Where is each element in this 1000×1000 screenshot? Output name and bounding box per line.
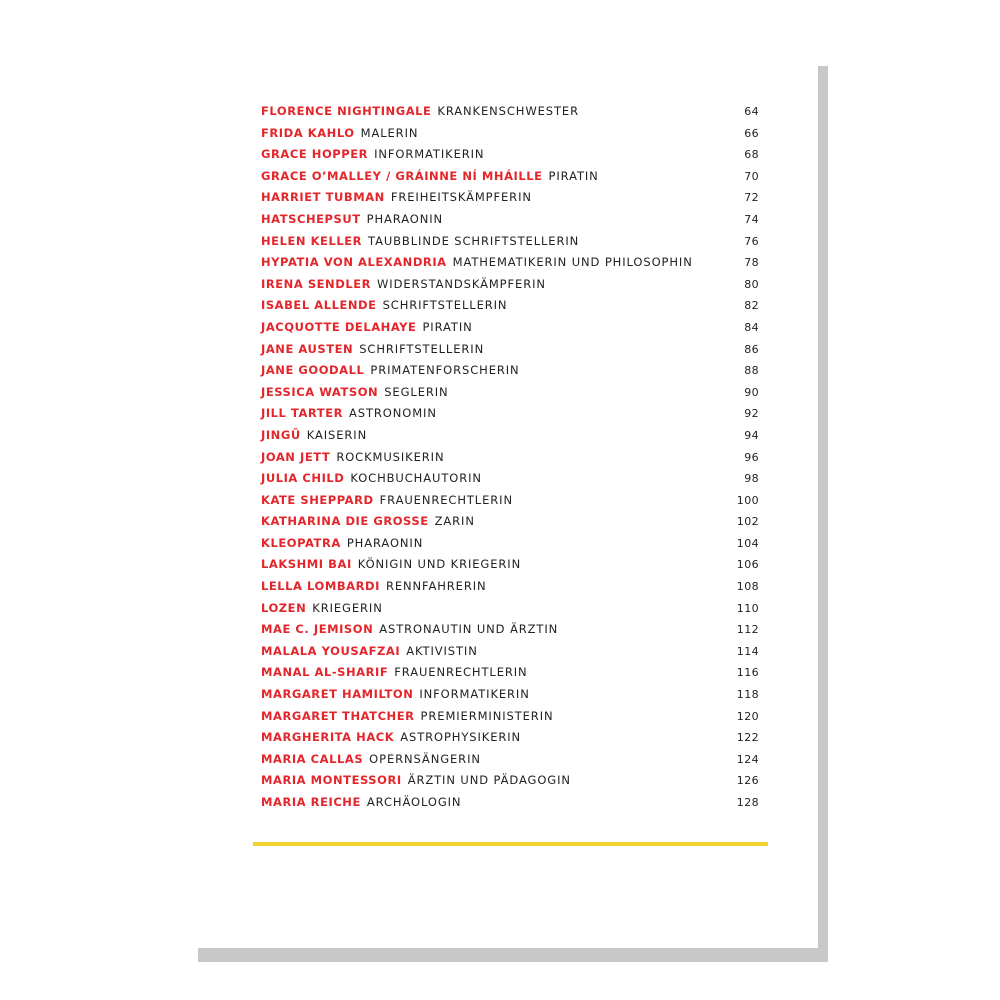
toc-entry-role: SCHRIFTSTELLERIN: [359, 341, 485, 356]
toc-entry-page-number: 116: [736, 666, 759, 680]
toc-entry: [261, 619, 759, 641]
toc-entry: [261, 231, 759, 253]
toc-entry: [261, 339, 759, 361]
toc-entry: [261, 490, 759, 512]
toc-entry-page-number: 118: [736, 688, 759, 702]
toc-entry-role: AKTIVISTIN: [406, 643, 478, 658]
toc-entry: [261, 662, 759, 684]
toc-entry-role: SCHRIFTSTELLERIN: [382, 298, 508, 313]
toc-entry-role: KRIEGERIN: [312, 600, 383, 615]
toc-entry-role: PHARAONIN: [346, 535, 424, 550]
toc-entry-page-number: 100: [736, 493, 759, 507]
toc-entry-name: GRACE HOPPER: [261, 147, 369, 162]
toc-entry-page-number: 98: [744, 472, 759, 486]
toc-entry-page-number: 76: [744, 234, 759, 248]
toc-entry: [261, 252, 759, 274]
toc-entry-name: MARIA CALLAS: [261, 751, 364, 766]
toc-entry: [261, 749, 759, 771]
toc-entry: [261, 144, 759, 166]
toc-entry-name: JACQUOTTE DELAHAYE: [261, 319, 417, 334]
toc-entry-role: ASTRONOMIN: [349, 406, 437, 421]
toc-entry-name: LOZEN: [261, 600, 307, 615]
toc-entry-page-number: 112: [736, 623, 759, 637]
toc-entry: [261, 706, 759, 728]
toc-entry-role: ASTROPHYSIKERIN: [400, 730, 522, 745]
toc-entry-name: MARGARET THATCHER: [261, 708, 415, 723]
toc-entry-page-number: 110: [736, 601, 759, 615]
toc-entry-page-number: 90: [744, 385, 759, 399]
toc-entry-role: FRAUENRECHTLERIN: [379, 492, 513, 507]
toc-entry-role: OPERNSÄNGERIN: [369, 751, 481, 766]
toc-entry-role: ZARIN: [434, 514, 475, 529]
toc-entry: [261, 641, 759, 663]
toc-entry-role: KÖNIGIN UND KRIEGERIN: [357, 557, 522, 572]
toc-entry-name: MARIA REICHE: [261, 795, 361, 809]
toc-entry-page-number: 74: [744, 212, 759, 226]
toc-entry-role: WIDERSTANDSKÄMPFERIN: [377, 276, 546, 291]
toc-entry-page-number: 114: [736, 644, 759, 658]
toc-entry-page-number: 84: [744, 320, 759, 334]
toc-entry-name: LAKSHMI BAI: [261, 557, 352, 572]
toc-entry-name: MARGARET HAMILTON: [261, 687, 414, 702]
toc-entry-page-number: 86: [744, 342, 759, 356]
toc-entry-name: MALALA YOUSAFZAI: [261, 643, 401, 658]
toc-entry-page-number: 94: [744, 428, 759, 442]
toc-entry: [261, 684, 759, 706]
table-of-contents: [261, 101, 759, 814]
toc-entry: [261, 382, 759, 404]
toc-entry-role: ASTRONAUTIN UND ÄRZTIN: [379, 622, 559, 637]
toc-entry-page-number: 104: [736, 536, 759, 550]
toc-entry: [261, 468, 759, 490]
toc-entry-page-number: 120: [736, 709, 759, 723]
toc-entry-role: PIRATIN: [422, 319, 473, 334]
yellow-rule: [253, 842, 768, 846]
toc-entry-name: KATHARINA DIE GROSSE: [261, 514, 429, 529]
toc-entry-name: JANE AUSTEN: [261, 341, 354, 356]
toc-entry: [261, 317, 759, 339]
toc-entry-role: PHARAONIN: [366, 211, 444, 226]
toc-entry: [261, 209, 759, 231]
toc-entry-role: INFORMATIKERIN: [374, 147, 485, 162]
toc-entry-role: PIRATIN: [548, 168, 599, 183]
toc-entry-role: INFORMATIKERIN: [419, 687, 530, 702]
toc-entry-role: FRAUENRECHTLERIN: [394, 665, 528, 680]
toc-entry-role: PREMIERMINISTERIN: [420, 708, 554, 723]
toc-entry-name: JILL TARTER: [261, 406, 344, 421]
toc-entry-name: FLORENCE NIGHTINGALE: [261, 104, 432, 118]
document-page: [190, 56, 818, 948]
toc-entry-role: ROCKMUSIKERIN: [336, 449, 445, 464]
toc-entry-role: KOCHBUCHAUTORIN: [350, 471, 482, 486]
toc-entry-name: MARIA MONTESSORI: [261, 773, 402, 788]
toc-entry-name: JULIA CHILD: [261, 471, 345, 486]
toc-entry: [261, 425, 759, 447]
toc-entry-name: HYPATIA VON ALEXANDRIA: [261, 255, 447, 270]
toc-entry-name: IRENA SENDLER: [261, 276, 372, 291]
toc-entry-name: HELEN KELLER: [261, 233, 363, 248]
toc-entry: [261, 554, 759, 576]
toc-entry-name: JINGŪ: [261, 427, 301, 442]
toc-entry-role: FREIHEITSKÄMPFERIN: [390, 190, 532, 205]
toc-entry-name: KLEOPATRA: [261, 535, 341, 550]
toc-entry-role: ARCHÄOLOGIN: [366, 795, 462, 809]
toc-entry-name: MANAL AL-SHARIF: [261, 665, 389, 680]
toc-entry: [261, 511, 759, 533]
toc-entry: [261, 792, 759, 814]
toc-entry-role: SEGLERIN: [384, 384, 449, 399]
toc-entry-name: KATE SHEPPARD: [261, 492, 374, 507]
toc-entry-page-number: 106: [736, 558, 759, 572]
toc-entry-role: PRIMATENFORSCHERIN: [370, 363, 520, 378]
toc-entry: [261, 770, 759, 792]
toc-entry-name: JESSICA WATSON: [261, 384, 379, 399]
toc-entry-page-number: 122: [736, 731, 759, 745]
toc-entry-page-number: 78: [744, 256, 759, 270]
toc-entry-page-number: 68: [744, 148, 759, 162]
toc-entry-role: KAISERIN: [306, 427, 368, 442]
toc-entry-role: MATHEMATIKERIN UND PHILOSOPHIN: [452, 255, 693, 270]
toc-entry-page-number: 102: [736, 515, 759, 529]
toc-entry: [261, 360, 759, 382]
toc-entry: [261, 166, 759, 188]
toc-entry-page-number: 80: [744, 277, 759, 291]
toc-entry-page-number: 66: [744, 126, 759, 140]
toc-entry-page-number: 70: [744, 169, 759, 183]
toc-entry: [261, 274, 759, 296]
toc-entry-page-number: 126: [736, 774, 759, 788]
toc-entry-name: GRACE O’MALLEY / GRÁINNE NÍ MHÁILLE: [261, 168, 543, 183]
toc-entry-page-number: 96: [744, 450, 759, 464]
toc-entry-role: RENNFAHRERIN: [385, 579, 487, 594]
toc-entry: [261, 727, 759, 749]
toc-entry-role: MALERIN: [360, 125, 419, 140]
toc-entry-page-number: 64: [744, 105, 759, 118]
toc-entry: [261, 447, 759, 469]
toc-entry: [261, 295, 759, 317]
toc-entry: [261, 403, 759, 425]
toc-entry-role: KRANKENSCHWESTER: [437, 104, 579, 118]
toc-entry-name: MAE C. JEMISON: [261, 622, 374, 637]
toc-entry-name: LELLA LOMBARDI: [261, 579, 380, 594]
toc-entry-page-number: 92: [744, 407, 759, 421]
toc-entry-name: ISABEL ALLENDE: [261, 298, 377, 313]
toc-entry-page-number: 72: [744, 191, 759, 205]
toc-entry: [261, 101, 759, 123]
toc-entry-page-number: 88: [744, 364, 759, 378]
toc-entry-name: HARRIET TUBMAN: [261, 190, 385, 205]
toc-entry: [261, 598, 759, 620]
toc-entry: [261, 533, 759, 555]
toc-entry-page-number: 128: [736, 796, 759, 809]
toc-entry-page-number: 82: [744, 299, 759, 313]
toc-entry-role: TAUBBLINDE SCHRIFTSTELLERIN: [368, 233, 580, 248]
toc-entry: [261, 123, 759, 145]
toc-entry-name: JANE GOODALL: [261, 363, 365, 378]
toc-entry: [261, 576, 759, 598]
toc-entry-name: FRIDA KAHLO: [261, 125, 355, 140]
toc-entry-name: HATSCHEPSUT: [261, 211, 361, 226]
toc-entry-page-number: 124: [736, 752, 759, 766]
toc-entry: [261, 187, 759, 209]
toc-entry-page-number: 108: [736, 580, 759, 594]
toc-entry-name: MARGHERITA HACK: [261, 730, 395, 745]
toc-entry-name: JOAN JETT: [261, 449, 331, 464]
toc-entry-role: ÄRZTIN UND PÄDAGOGIN: [407, 773, 571, 788]
